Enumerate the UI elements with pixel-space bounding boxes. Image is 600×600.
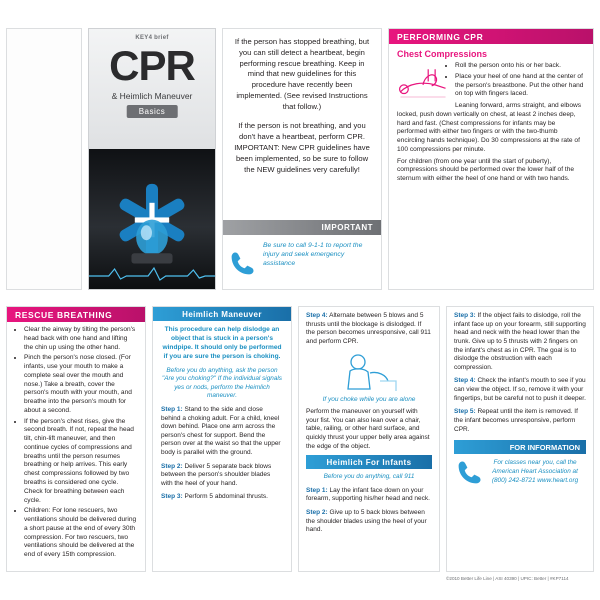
information-text: For classes near you, call the American Heart Association at (800) 242-8721 www.heart.org [491, 459, 579, 484]
heimlich-step-3 [161, 493, 283, 502]
infant-step-2-text: Give up to 5 back blows between the shoulder blades using the heel of your hand. [306, 509, 427, 534]
cover-subtitle: & Heimlich Maneuver [111, 91, 193, 101]
heimlich-header: Heimlich Maneuver [153, 307, 291, 321]
infant-steps-info-panel [446, 306, 594, 572]
cover-title: CPR [109, 42, 195, 89]
infant-step-5-label: Step 5: [454, 408, 476, 416]
list-item: • Clear the airway by tilting the person's head back with one hand and lifting the chin up using the other hand. [24, 326, 138, 352]
heimlich-continued-panel [298, 306, 440, 572]
heimlich-step-2-text: Deliver 5 separate back blows between the person's shoulder blades with the heel of your hand. [161, 462, 272, 487]
infant-step-4-text: Check the infant's mouth to see if you can view the object. If so, remove it with your fingertips, but be careful not to push it deeper. [454, 377, 586, 402]
infant-step-3-text: If the object fails to dislodge, roll the infant face up on your forearm, still supporting head and neck with the head lower than the trunk. Give up to 5 thrusts with 2 fingers on the infant's chest as in CPR. The goal is to dislodge the obstruction with each compression. [454, 312, 586, 371]
emergency-light-icon [123, 215, 181, 271]
cover-badge: Basics [127, 105, 178, 118]
rescue-breathing-body [7, 322, 145, 566]
heimlich-step-2 [161, 463, 283, 489]
step-4-block [306, 312, 432, 347]
important-body: Be sure to call 9-1-1 to report the injury and seek emergency assistance [263, 242, 363, 268]
cover-panel [88, 28, 216, 290]
infant-step-3-label: Step 3: [454, 312, 476, 319]
heimlich-panel [152, 306, 292, 572]
chest-compressions-title: Chest Compressions [397, 49, 488, 59]
infant-step-2 [306, 509, 432, 535]
rescue-breathing-bullets [14, 326, 138, 560]
infant-step-1 [306, 487, 432, 504]
blank-flap-panel [6, 28, 82, 290]
choking-alone-text: Perform the maneuver on yourself with your fist. You can also lean over a chair, table, railing, or other hard surface, and quickly thrust your upper belly area against the edge of the object. [306, 408, 430, 450]
list-item: • Children: For lone rescuers, two ventilations should be delivered during a short pause at the end of every 30th compression. For two rescuers, two ventilations should be delivered at the end of every 15th compression. [24, 507, 138, 560]
performing-cpr-panel [388, 28, 594, 290]
step-4-label: Step 4: [306, 312, 328, 319]
self-heimlich-illustration [336, 351, 402, 393]
infant-step-3 [454, 312, 586, 372]
chest-compression-illustration [397, 62, 449, 106]
information-body [454, 454, 586, 485]
phone-icon [456, 458, 484, 486]
heimlich-intro: This procedure can help dislodge an object that is stuck in a person's windpipe. It should only be performed if you are sure the person is choking. [162, 326, 282, 360]
cover-brand: KEY4 brief [135, 35, 169, 41]
rescue-breathing-header: RESCUE BREATHING [7, 307, 145, 322]
intro-panel [222, 28, 382, 290]
infant-step-4-label: Step 4: [454, 377, 476, 385]
heimlich-step-2-label: Step 2: [161, 462, 183, 470]
performing-cpr-paragraph-2: For children (from one year until the start of puberty), compressions should be performed over the lower half of the sternum with either the heel of one hand or with two hands. [397, 157, 575, 183]
infant-step-1-label: Step 1: [306, 486, 328, 494]
infant-step-5-text: Repeat until the item is removed. If the infant becomes unresponsive, perform CPR. [454, 408, 578, 433]
heimlich-step-1 [161, 406, 283, 457]
infant-step-2-label: Step 2: [306, 509, 328, 516]
list-item: • Place your heel of one hand at the center of the person's breastbone. Put the other hand on top with fingers laced. [407, 73, 585, 99]
choking-alone-title: If you choke while you are alone [322, 395, 416, 403]
performing-cpr-paragraph-1: Leaning forward, arms straight, and elbows locked, push down vertically on chest, at least 2 inches deep, hard and fast. (Chest compressions for infants may be performed with either two fingers or with the two-thumb encircling hands technique). Do 30 compressions at the rate of 100 compressions per minute. [397, 102, 582, 153]
heimlich-infants-sub: Before you do anything, call 911 [323, 473, 415, 481]
list-item: • Pinch the person's nose closed. (For infants, use your mouth to make a complete seal over the mouth and nose.) Take a breath, cover the person's mouth with your mouth, and breathe into the person's mouth for about a second. [24, 354, 138, 415]
intro-paragraph-2: If the person is not breathing, and you don't have a heartbeat, perform CPR. IMPORTANT: New CPR guidelines have been implemented, so be sure to follow the NEW guidelines very carefully! [234, 121, 370, 174]
performing-cpr-body [389, 62, 593, 184]
infant-step-4 [454, 377, 586, 403]
rescue-breathing-panel [6, 306, 146, 572]
infant-step-1-text: Lay the infant face down on your forearm, supporting his/her head and neck. [306, 486, 430, 503]
list-item: • Roll the person onto his or her back. [407, 62, 585, 71]
information-header: FOR INFORMATION [454, 440, 586, 454]
ecg-line-icon [89, 265, 215, 281]
heimlich-step-3-label: Step 3: [161, 493, 183, 501]
heimlich-question: Before you do anything, ask the person "Are you choking?" If the individual signals yes or nods, perform the Heimlich maneuver. [162, 366, 282, 400]
list-item: • If the person's chest rises, give the second breath. If not, repeat the head tilt, chin-lift maneuver, and then continue cycles of compressions and breaths until the person resumes breathing or help arrives. This early chest compressions followed by two breaths is considered one cycle. Check for breathing between each cycle. [24, 418, 138, 506]
infant-step-5 [454, 408, 586, 434]
heimlich-infants-header: Heimlich For Infants [306, 455, 432, 469]
important-header: IMPORTANT [223, 220, 381, 235]
heimlich-step-1-label: Step 1: [161, 406, 183, 414]
heimlich-step-3-text: Perform 5 abdominal thrusts. [184, 493, 268, 501]
copyright-line: ©2010 Better Life Line | ASI 40390 | UPIC: Better | #KP7114 [446, 576, 569, 581]
bottom-row [0, 306, 600, 596]
step-4-text: Alternate between 5 blows and 5 thrusts until the blockage is dislodged. If the person becomes unresponsive, call 911 and perform CPR. [306, 312, 431, 345]
intro-paragraph-1: If the person has stopped breathing, but you can still detect a heartbeat, begin performing rescue breathing. Keep in mind that new guidelines for this procedure have recently been implemented. (See revised Instructions that follow.) [234, 37, 370, 111]
heimlich-step-1-text: Stand to the side and close behind a choking adult. For a child, kneel down behind. Place one arm across the person's chest for support. Bend the person over at the waist so that the upper body is parallel with the ground. [161, 406, 281, 457]
performing-cpr-header: PERFORMING CPR [389, 29, 593, 44]
